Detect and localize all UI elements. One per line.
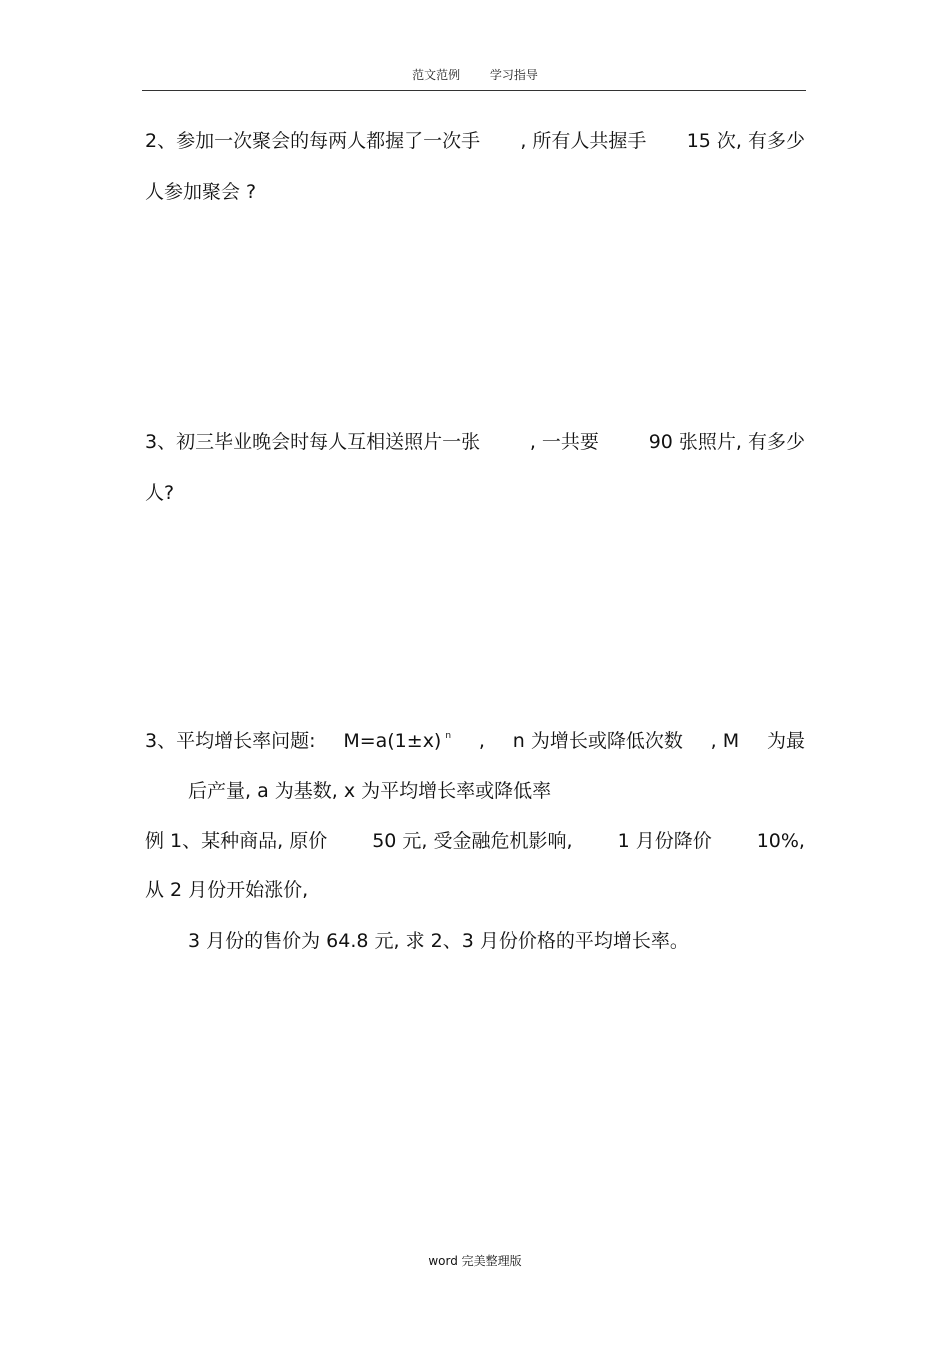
example-text-segment-4: 10%, [756, 830, 805, 852]
example-line-3: 3 月份的售价为 64.8 元, 求 2、3 月份价格的平均增长率。 [188, 930, 689, 952]
example-line-2: 从 2 月份开始涨价, [145, 879, 309, 901]
example-text-segment-3: 1 月份降价 [617, 830, 712, 852]
growth-text-segment-6: 为最 [766, 730, 805, 752]
growth-text-segment-1: 3、平均增长率问题: [145, 730, 316, 752]
growth-formula-base: M=a(1±x) [343, 730, 442, 752]
q2-line-1 [145, 132, 805, 151]
growth-text-segment-4: n 为增长或降低次数 [512, 730, 683, 752]
q3-text-segment-1: 3、初三毕业晚会时每人互相送照片一张 [145, 431, 481, 453]
q2-text-segment-3: 15 次, 有多少 [686, 130, 805, 152]
example-line-1 [145, 832, 805, 851]
growth-formula-exponent: n [445, 731, 452, 741]
q3-line-2: 人? [145, 482, 175, 504]
header-left-text: 范文范例 [412, 68, 461, 82]
q2-text-segment-2: , 所有人共握手 [520, 130, 647, 152]
header-divider [142, 90, 806, 91]
growth-line-2: 后产量, a 为基数, x 为平均增长率或降低率 [188, 780, 552, 802]
q2-line-2: 人参加聚会 ? [145, 181, 257, 203]
growth-text-segment-5: , M [710, 730, 740, 752]
growth-formula [343, 732, 451, 751]
growth-text-segment-3: , [478, 730, 485, 752]
growth-line-1 [145, 732, 805, 751]
q3-text-segment-2: , 一共要 [529, 431, 599, 453]
q2-text-segment-1: 2、参加一次聚会的每两人都握了一次手 [145, 130, 481, 152]
page-footer: word 完美整理版 [428, 1254, 522, 1268]
example-text-segment-1: 例 1、某种商品, 原价 [145, 830, 328, 852]
example-text-segment-2: 50 元, 受金融危机影响, [372, 830, 573, 852]
q3-text-segment-3: 90 张照片, 有多少 [648, 431, 805, 453]
page-header [0, 66, 950, 83]
q3-line-1 [145, 433, 805, 452]
header-right-text: 学习指导 [489, 68, 538, 82]
